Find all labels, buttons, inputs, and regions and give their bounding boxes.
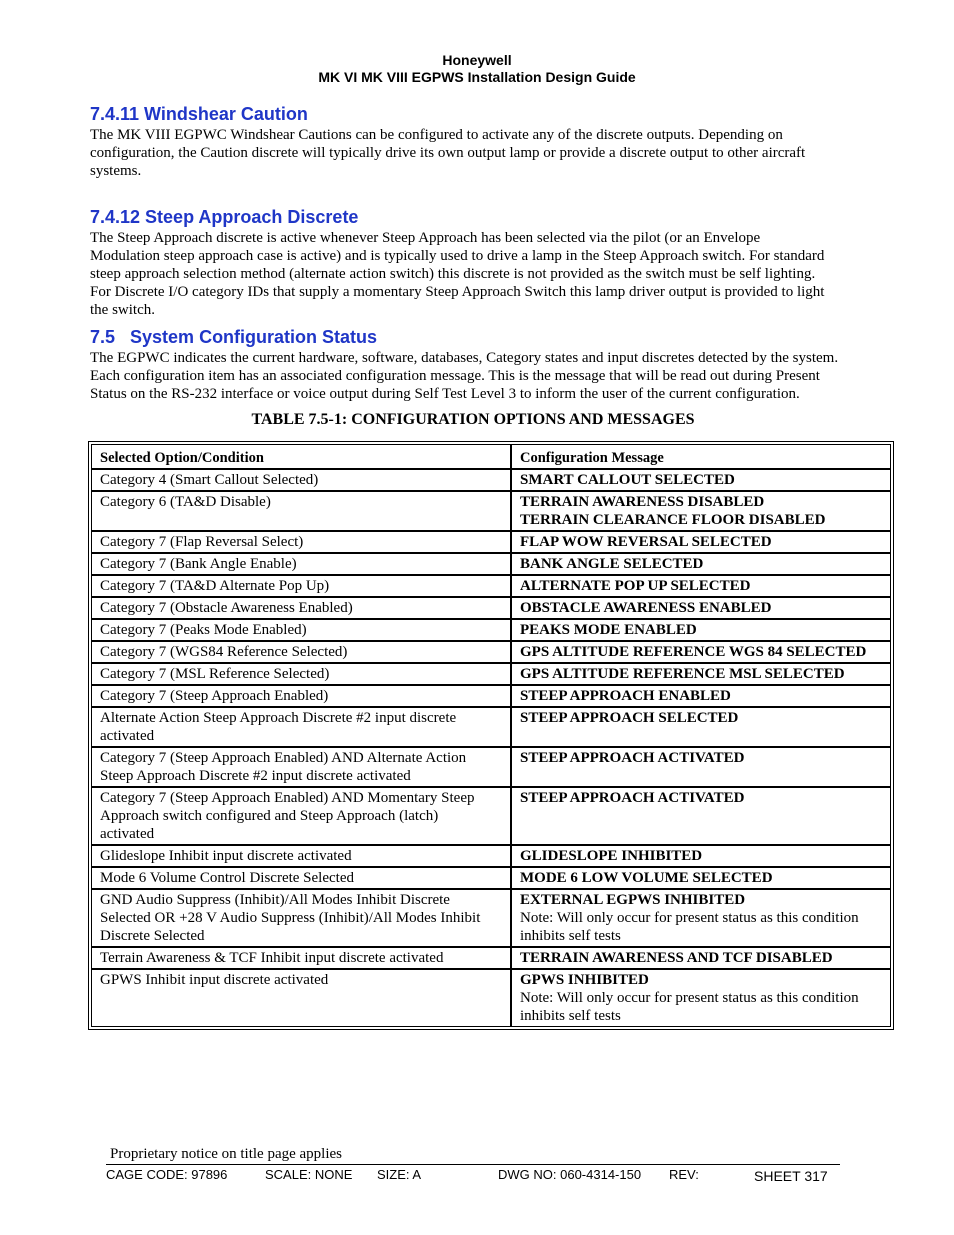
condition-cell: Category 7 (Steep Approach Enabled) AND Momentary Steep Approach switch configured and Steep Approach (latch) activated (91, 787, 511, 845)
condition-cell: Mode 6 Volume Control Discrete Selected (91, 867, 511, 889)
table-row (91, 619, 891, 641)
scale: SCALE: NONE (265, 1167, 353, 1182)
text-line: Modulation steep approach case is active) and is typically used to drive a lamp in the Steep Approach switch. For standard (90, 248, 825, 264)
config-table (88, 441, 894, 1030)
table-row (91, 663, 891, 685)
config-message: OBSTACLE AWARENESS ENABLED (520, 600, 772, 616)
table-row (91, 531, 891, 553)
config-message: GPS ALTITUDE REFERENCE MSL SELECTED (520, 666, 845, 682)
config-message: GLIDESLOPE INHIBITED (520, 848, 703, 864)
section-heading-windshear: 7.4.11 Windshear Caution (90, 104, 308, 124)
table-row (91, 469, 891, 491)
text-line: the switch. (90, 302, 155, 318)
text-line: Status on the RS-232 interface or voice output during Self Test Level 3 to inform the user of the current configuration. (90, 386, 800, 402)
message-cell (511, 491, 891, 531)
message-cell (511, 707, 891, 747)
table-row (91, 553, 891, 575)
message-cell (511, 553, 891, 575)
text-line: The Steep Approach discrete is active whenever Steep Approach has been selected via the pilot (or an Envelope (90, 230, 761, 246)
section-body-config-status (90, 349, 880, 403)
text-line: systems. (90, 163, 142, 179)
config-message: PEAKS MODE ENABLED (520, 622, 697, 638)
message-cell (511, 597, 891, 619)
drawing-number: DWG NO: 060-4314-150 (498, 1167, 642, 1182)
cage-code: CAGE CODE: 97896 (106, 1167, 228, 1182)
column-header-condition: Selected Option/Condition (91, 444, 511, 469)
message-cell (511, 531, 891, 553)
condition-cell: GND Audio Suppress (Inhibit)/All Modes Inhibit Discrete Selected OR +28 V Audio Suppress (Inhibit)/All Modes Inhibit Discrete Selected (91, 889, 511, 947)
proprietary-notice: Proprietary notice on title page applies (110, 1146, 343, 1162)
config-message: GPS ALTITUDE REFERENCE WGS 84 SELECTED (520, 644, 867, 660)
message-cell (511, 575, 891, 597)
section-heading-config-status: 7.5 System Configuration Status (90, 327, 378, 347)
text-line: configuration, the Caution discrete will typically drive its own output lamp or provide a discrete output to other aircraft (90, 145, 806, 161)
size: SIZE: A (377, 1167, 422, 1182)
header-company: Honeywell (442, 52, 512, 68)
condition-cell: Category 7 (Peaks Mode Enabled) (91, 619, 511, 641)
message-cell (511, 747, 891, 787)
message-cell (511, 947, 891, 969)
condition-cell: Category 7 (Steep Approach Enabled) AND Alternate Action Steep Approach Discrete #2 input discrete activated (91, 747, 511, 787)
table-row (91, 491, 891, 531)
config-message: STEEP APPROACH ACTIVATED (520, 790, 745, 806)
table-row (91, 787, 891, 845)
table-row (91, 867, 891, 889)
table-row (91, 889, 891, 947)
section-heading-steep-approach: 7.4.12 Steep Approach Discrete (90, 207, 359, 227)
message-cell (511, 685, 891, 707)
condition-cell: GPWS Inhibit input discrete activated (91, 969, 511, 1027)
config-message: MODE 6 LOW VOLUME SELECTED (520, 870, 773, 886)
table-row (91, 947, 891, 969)
text-line: The MK VIII EGPWC Windshear Cautions can be configured to activate any of the discrete outputs. Depending on (90, 127, 783, 143)
text-line: The EGPWC indicates the current hardware, software, databases, Category states and input discretes detected by the system. (90, 350, 839, 366)
config-message: STEEP APPROACH ENABLED (520, 688, 731, 704)
condition-cell: Category 7 (Steep Approach Enabled) (91, 685, 511, 707)
config-message: BANK ANGLE SELECTED (520, 556, 704, 572)
config-note: Note: Will only occur for present status as this condition inhibits self tests (520, 910, 859, 944)
message-cell (511, 619, 891, 641)
table-row (91, 685, 891, 707)
config-message: STEEP APPROACH ACTIVATED (520, 750, 745, 766)
condition-cell: Category 7 (Flap Reversal Select) (91, 531, 511, 553)
config-note: Note: Will only occur for present status as this condition inhibits self tests (520, 990, 859, 1024)
message-cell (511, 787, 891, 845)
message-cell (511, 469, 891, 491)
column-header-message: Configuration Message (511, 444, 891, 469)
table-row (91, 845, 891, 867)
condition-cell: Category 6 (TA&D Disable) (91, 491, 511, 531)
condition-cell: Terrain Awareness & TCF Inhibit input discrete activated (91, 947, 511, 969)
condition-cell: Category 4 (Smart Callout Selected) (91, 469, 511, 491)
condition-cell: Category 7 (Obstacle Awareness Enabled) (91, 597, 511, 619)
message-cell (511, 663, 891, 685)
message-cell (511, 845, 891, 867)
text-line: For Discrete I/O category IDs that supply a momentary Steep Approach Switch this lamp driver output is provided to light (90, 284, 825, 300)
condition-cell: Category 7 (MSL Reference Selected) (91, 663, 511, 685)
footer-divider (106, 1164, 840, 1165)
config-message: STEEP APPROACH SELECTED (520, 710, 739, 726)
condition-cell: Category 7 (TA&D Alternate Pop Up) (91, 575, 511, 597)
message-cell (511, 641, 891, 663)
table-row (91, 707, 891, 747)
config-message: SMART CALLOUT SELECTED (520, 472, 735, 488)
table-header-row (91, 444, 891, 469)
condition-cell: Category 7 (WGS84 Reference Selected) (91, 641, 511, 663)
header-title: MK VI MK VIII EGPWS Installation Design Guide (318, 69, 636, 85)
config-message: TERRAIN AWARENESS DISABLED TERRAIN CLEARANCE FLOOR DISABLED (520, 494, 826, 528)
config-message: ALTERNATE POP UP SELECTED (520, 578, 751, 594)
sheet-number: SHEET 317 (754, 1168, 828, 1184)
revision: REV: (669, 1167, 699, 1182)
text-line: Each configuration item has an associated configuration message. This is the message that will be read out during Present (90, 368, 820, 384)
text-line: steep approach selection method (alternate action switch) this discrete is not provided as the switch must be self lighting. (90, 266, 816, 282)
condition-cell: Category 7 (Bank Angle Enable) (91, 553, 511, 575)
condition-cell: Alternate Action Steep Approach Discrete #2 input discrete activated (91, 707, 511, 747)
section-body-steep-approach (90, 229, 880, 319)
message-cell (511, 889, 891, 947)
message-cell (511, 867, 891, 889)
config-message: TERRAIN AWARENESS AND TCF DISABLED (520, 950, 833, 966)
message-cell (511, 969, 891, 1027)
table-row (91, 641, 891, 663)
config-message: FLAP WOW REVERSAL SELECTED (520, 534, 772, 550)
table-caption: TABLE 7.5-1: CONFIGURATION OPTIONS AND MESSAGES (251, 411, 695, 428)
table-row (91, 969, 891, 1027)
condition-cell: Glideslope Inhibit input discrete activated (91, 845, 511, 867)
section-body-windshear (90, 126, 880, 180)
table-row (91, 747, 891, 787)
table-row (91, 597, 891, 619)
config-message: EXTERNAL EGPWS INHIBITED (520, 892, 746, 908)
config-message: GPWS INHIBITED (520, 972, 649, 988)
table-row (91, 575, 891, 597)
